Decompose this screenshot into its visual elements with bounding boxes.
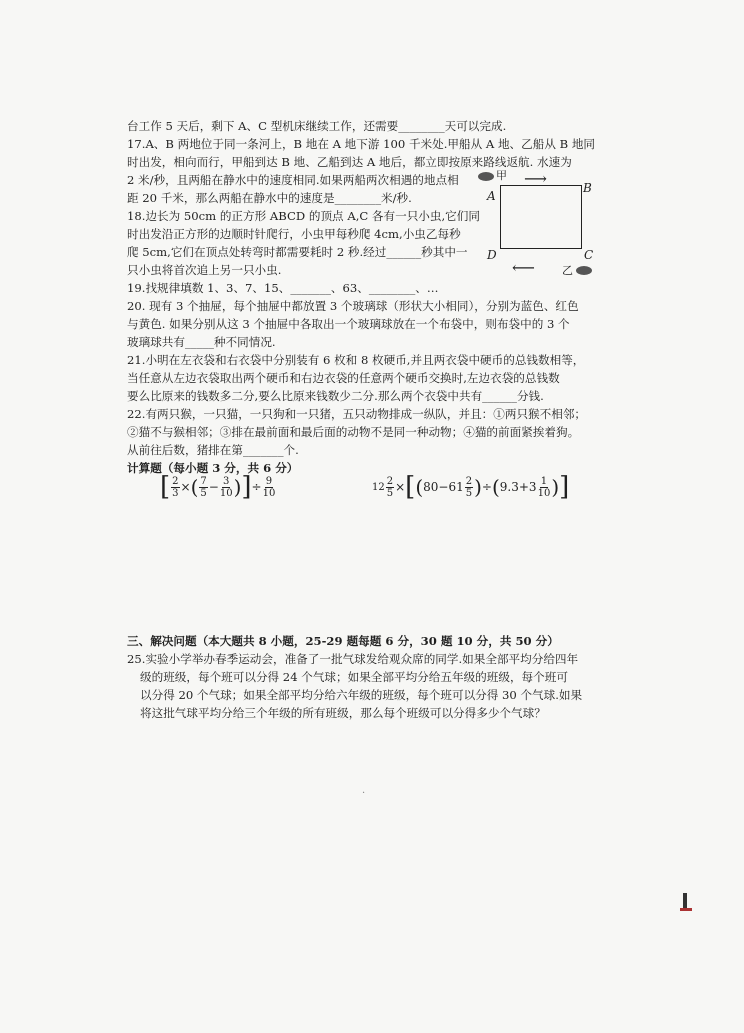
fraction: $\frac{7}{5}$ <box>200 475 207 499</box>
bracket-open: [ <box>160 472 171 502</box>
problem-25-line: 25.实验小学举办春季运动会，准备了一批气球发给观众席的同学.如果全部平均分给四年 <box>127 652 579 666</box>
text-line: 时出发，相向而行，甲船到达 B 地、乙船到达 A 地后，都立即按原来路线返航. 水速为 <box>127 155 572 169</box>
calc-expression-2 <box>372 474 569 500</box>
mixed-whole: 12 <box>372 481 385 493</box>
text-line: 以分得 20 个气球；如果全部平均分给六年级的班级，每个班可以分得 30 个气球.如果 <box>140 688 583 702</box>
fraction: $\frac{3}{10}$ <box>219 475 233 499</box>
text-line: 要么比原来的钱数多二分,要么比原来钱数少二分.那么两个衣袋中共有______分钱. <box>127 389 544 403</box>
paren-open: ( <box>415 475 424 499</box>
paren-close: ) <box>551 475 560 499</box>
text-line: 当任意从左边衣袋取出两个硬币和右边衣袋的任意两个硬币交换时,左边衣袋的总钱数 <box>127 371 560 385</box>
corner-mark-base <box>680 908 692 911</box>
calc-expression-1 <box>160 474 276 500</box>
square-abcd <box>500 185 582 249</box>
divide-sign: ÷ <box>251 480 262 494</box>
minus-sign: − <box>208 480 219 494</box>
text-line: 玻璃球共有_____种不同情况. <box>127 335 276 349</box>
text-line: 从前往后数，猪排在第_______个. <box>127 443 299 457</box>
bug-jia-label: 甲 <box>496 169 507 182</box>
problem-17-line: 17.A、B 两地位于同一条河上，B 地在 A 地下游 100 千米处.甲船从 A 地、乙船从 B 地同 <box>127 137 596 151</box>
bracket-open: [ <box>405 472 416 502</box>
problem-20-line: 20. 现有 3 个抽屉，每个抽屉中都放置 3 个玻璃球（形状大小相同），分别为蓝色、红色 <box>127 299 579 313</box>
fraction: $\frac{9}{10}$ <box>262 475 276 499</box>
problem-22-line: 22.有两只猴，一只猫，一只狗和一只猪，五只动物排成一纵队，并且：①两只猴不相邻； <box>127 407 587 421</box>
text-line: 将这批气球平均分给三个年级的所有班级，那么每个班级可以分得多少个气球？ <box>140 706 546 720</box>
problem-19-line: 19.找规律填数 1、3、7、15、_______、63、________、… <box>127 281 439 295</box>
bracket-close: ] <box>241 472 252 502</box>
vertex-c-label: C <box>584 248 594 262</box>
calc-section-heading: 计算题（每小题 3 分，共 6 分） <box>127 461 299 475</box>
vertex-b-label: B <box>583 181 592 195</box>
paren-close: ) <box>474 475 482 499</box>
expr-part: 9.3+3 <box>499 480 537 494</box>
problem-18-line: 18.边长为 50cm 的正方形 ABCD 的顶点 A,C 各有一只小虫,它们同 <box>127 209 480 223</box>
text-line: ②猫不与猴相邻；③排在最前面和最后面的动物不是同一种动物；④猫的前面紧挨着狗。 <box>127 425 580 439</box>
bug-jia-icon <box>478 172 494 181</box>
times-sign: × <box>180 480 191 494</box>
expr-part: 80−61 <box>423 480 464 494</box>
paren-open: ( <box>190 475 199 499</box>
bracket-close: ] <box>559 472 570 502</box>
text-line: 距 20 千米，那么两船在静水中的速度是________米/秒. <box>127 191 412 205</box>
paren-close: ) <box>233 475 242 499</box>
vertex-a-label: A <box>487 189 496 203</box>
divide-sign: ÷ <box>481 480 492 494</box>
text-line: 只小虫将首次追上另一只小虫. <box>127 263 282 277</box>
paren-open: ( <box>491 475 500 499</box>
fraction: $\frac{2}{3}$ <box>172 475 179 499</box>
bug-yi-label: 乙 <box>562 264 573 277</box>
text-line: 时出发沿正方形的边顺时针爬行，小虫甲每秒爬 4cm,小虫乙每秒 <box>127 227 461 241</box>
arrow-left-icon: ⟵ <box>512 258 535 277</box>
arrow-right-icon: ⟶ <box>524 169 547 188</box>
fraction: $\frac{2}{5}$ <box>465 475 473 499</box>
text-line: 与黄色. 如果分别从这 3 个抽屉中各取出一个玻璃球放在一个布袋中，则布袋中的 3 个 <box>127 317 570 331</box>
stray-dot: · <box>362 788 366 799</box>
text-line: 台工作 5 天后，剩下 A、C 型机床继续工作，还需要________天可以完成. <box>127 119 507 133</box>
text-line: 级的班级，每个班可以分得 24 个气球；如果全部平均分给五年级的班级，每个班可 <box>140 670 568 684</box>
times-sign: × <box>395 480 406 494</box>
problem-21-line: 21.小明在左衣袋和右衣袋中分别装有 6 枚和 8 枚硬币,并且两衣袋中硬币的总钱数相等， <box>127 353 585 367</box>
section-3-heading: 三、解决问题（本大题共 8 小题，25-29 题每题 6 分，30 题 10 分，共 50 分） <box>127 634 559 648</box>
fraction: $\frac{2}{5}$ <box>386 475 394 499</box>
vertex-d-label: D <box>487 248 497 262</box>
fraction: $\frac{1}{10}$ <box>537 475 551 499</box>
text-line: 爬 5cm,它们在顶点处转弯时都需要耗时 2 秒.经过______秒其中一 <box>127 245 468 259</box>
text-line: 2 米/秒，且两船在静水中的速度相同.如果两船两次相遇的地点相 <box>127 173 459 187</box>
bug-yi-icon <box>576 266 592 275</box>
